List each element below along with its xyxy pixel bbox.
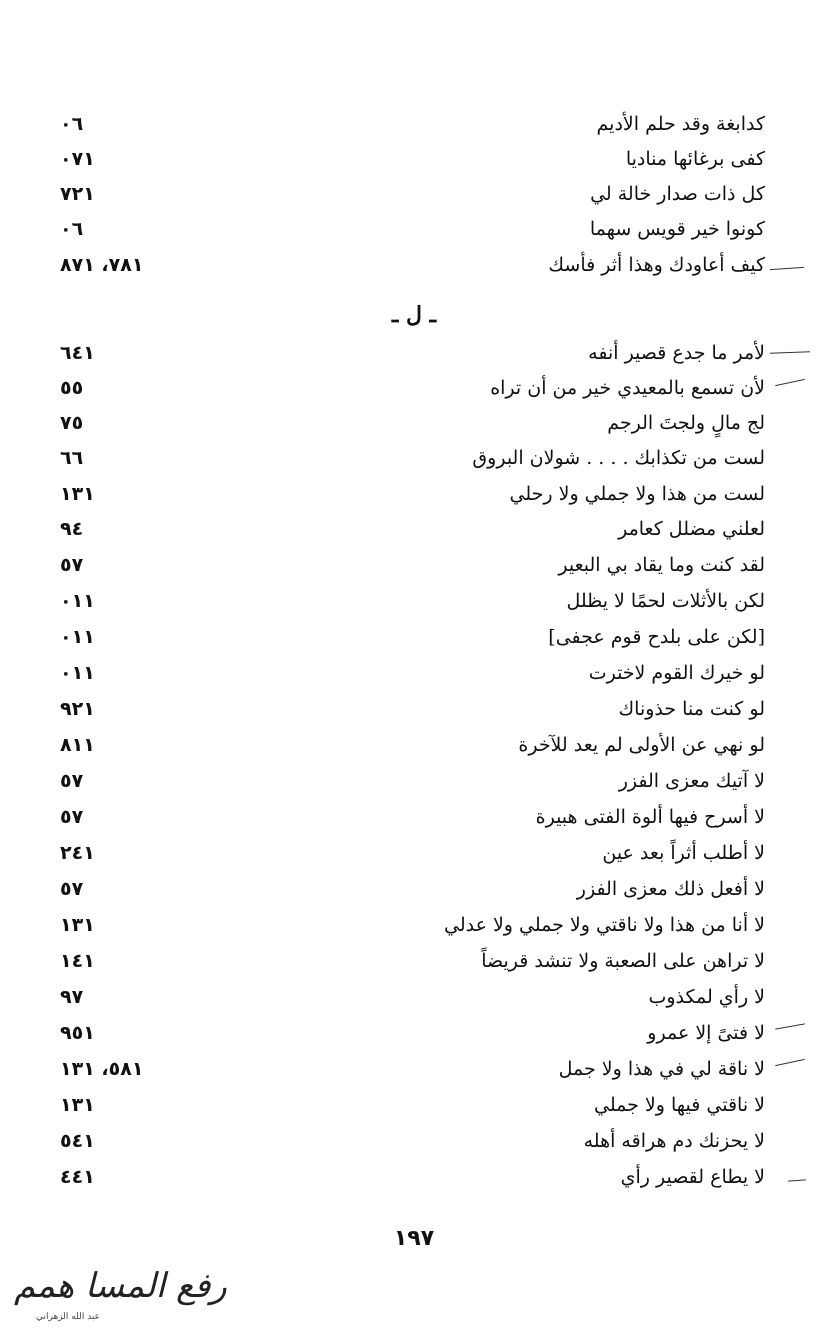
index-entry [60, 800, 765, 834]
page-reference: ١٤١ [60, 950, 95, 972]
pencil-mark [788, 1179, 806, 1181]
index-entry [60, 177, 765, 211]
proverb-text: لا أنا من هذا ولا ناقتي ولا جملي ولا عدلي [443, 914, 765, 936]
proverb-text: لو نهي عن الأولى لم يعد للآخرة [518, 734, 765, 756]
page-reference: ٥٧ [60, 412, 84, 434]
page-reference: ٤٩ [60, 518, 84, 540]
pencil-mark [770, 351, 810, 353]
index-entry [60, 1016, 765, 1050]
index-entry [60, 620, 765, 654]
index-entry [60, 477, 765, 511]
proverb-text: لج مالٍ ولجتَ الرجم [607, 412, 765, 434]
page-reference: ٧٩ [60, 986, 84, 1008]
page-reference: ٦٠ [60, 113, 84, 135]
index-entry [60, 248, 765, 282]
pencil-mark [770, 267, 804, 270]
index-entry [60, 872, 765, 906]
index-entry [60, 142, 765, 176]
index-entry [60, 107, 765, 141]
proverb-text: لا تراهن على الصعبة ولا تنشد قريضاً [481, 950, 765, 972]
page-reference: ٦٠ [60, 218, 84, 240]
page-reference: ١٤٢ [60, 842, 95, 864]
index-entry [60, 1124, 765, 1158]
proverb-text: كدابغة وقد حلم الأديم [596, 113, 765, 135]
pencil-mark [775, 1059, 805, 1066]
proverb-text: لست من تكذابك . . . . شولان البروق [472, 447, 765, 469]
proverb-text: لا آتيك معزى الفزر [618, 770, 765, 792]
index-entry [60, 980, 765, 1014]
proverb-text: لا أطلب أثراً بعد عين [602, 842, 765, 864]
page-reference: ١٢٩ [60, 698, 95, 720]
index-entry [60, 212, 765, 246]
proverb-text: لست من هذا ولا جملي ولا رحلي [509, 483, 765, 505]
page-reference: ١٤٥ [60, 1130, 95, 1152]
page-reference: ١٣١ [60, 1094, 95, 1116]
page-reference: ١٤٤ [60, 1166, 95, 1188]
page-reference: ٦٦ [60, 447, 84, 469]
page-reference: ٧٥ [60, 878, 84, 900]
proverb-text: لا فتىً إلا عمرو [647, 1022, 765, 1044]
page-reference: ١٥٩ [60, 1022, 95, 1044]
page-reference: ١٧٠ [60, 148, 95, 170]
pencil-mark [775, 379, 805, 386]
index-entry [60, 336, 765, 370]
index-entry [60, 584, 765, 618]
stamp-main-text: رفع المسا همم [14, 1266, 227, 1306]
page-reference: ١١٠ [60, 662, 95, 684]
proverb-text: لا يحزنك دم هراقه أهله [583, 1130, 765, 1152]
proverb-text: لا ناقتي فيها ولا جملي [594, 1094, 765, 1116]
proverb-text: لو خيرك القوم لاخترت [588, 662, 765, 684]
proverb-text: لأمر ما جدع قصير أنفه [588, 342, 765, 364]
page-reference: ١١٠ [60, 590, 95, 612]
index-entry [60, 1052, 765, 1086]
page-reference: ٥٥ [60, 377, 84, 399]
index-entry [60, 656, 765, 690]
page-reference: ١٣١ [60, 483, 95, 505]
proverb-text: لكن بالأثلات لحمًا لا يظلل [566, 590, 765, 612]
page-reference: ٧٥ [60, 554, 84, 576]
proverb-text: كونوا خير قويس سهما [589, 218, 765, 240]
pencil-mark [775, 1023, 805, 1029]
proverb-text: لو كنت منا حذوناك [618, 698, 765, 720]
index-entry [60, 512, 765, 546]
index-entry [60, 944, 765, 978]
proverb-text: كل ذات صدار خالة لي [590, 183, 765, 205]
index-entry [60, 441, 765, 475]
proverb-text: لأن تسمع بالمعيدي خير من أن تراه [490, 377, 765, 399]
page-reference: ١١٠ [60, 626, 95, 648]
proverb-text: كفى برغائها مناديا [625, 148, 765, 170]
proverb-text: لا أفعل ذلك معزى الفزر [576, 878, 765, 900]
index-entry [60, 1160, 765, 1194]
proverb-text: لا رأي لمكذوب [648, 986, 765, 1008]
index-entry [60, 548, 765, 582]
stamp-sub-text: عبد الله الزهراني [36, 1312, 101, 1322]
page-reference: ١٨٥، ١٣١ [60, 1058, 144, 1080]
page-reference: ١٢٧ [60, 183, 95, 205]
page-reference: ١٤٦ [60, 342, 95, 364]
proverb-text: لا أسرح فيها ألوة الفتى هبيرة [535, 806, 765, 828]
index-entry [60, 836, 765, 870]
proverb-text: لا ناقة لي في هذا ولا جمل [558, 1058, 765, 1080]
proverb-text: [لكن على بلدح قوم عجفى] [548, 626, 765, 648]
index-entry [60, 908, 765, 942]
index-entry [60, 1088, 765, 1122]
proverb-text: لعلني مضلل كعامر [618, 518, 765, 540]
proverb-text: لقد كنت وما يقاد بي البعير [558, 554, 765, 576]
index-entry [60, 371, 765, 405]
index-entry [60, 406, 765, 440]
page-reference: ١١٨ [60, 734, 95, 756]
index-entry [60, 728, 765, 762]
proverb-text: لا يطاع لقصير رأي [620, 1166, 765, 1188]
page-number: ١٩٧ [393, 1226, 435, 1251]
page-reference: ٧٥ [60, 806, 84, 828]
library-stamp-logo [10, 1258, 227, 1332]
section-letter-header: ـ ل ـ [391, 302, 437, 328]
proverb-text: كيف أعاودك وهذا أثر فأسك [548, 254, 765, 276]
page-reference: ١٨٧، ١٧٨ [60, 254, 144, 276]
page-reference: ٧٥ [60, 770, 84, 792]
page-reference: ١٣١ [60, 914, 95, 936]
index-entry [60, 692, 765, 726]
index-entry [60, 764, 765, 798]
